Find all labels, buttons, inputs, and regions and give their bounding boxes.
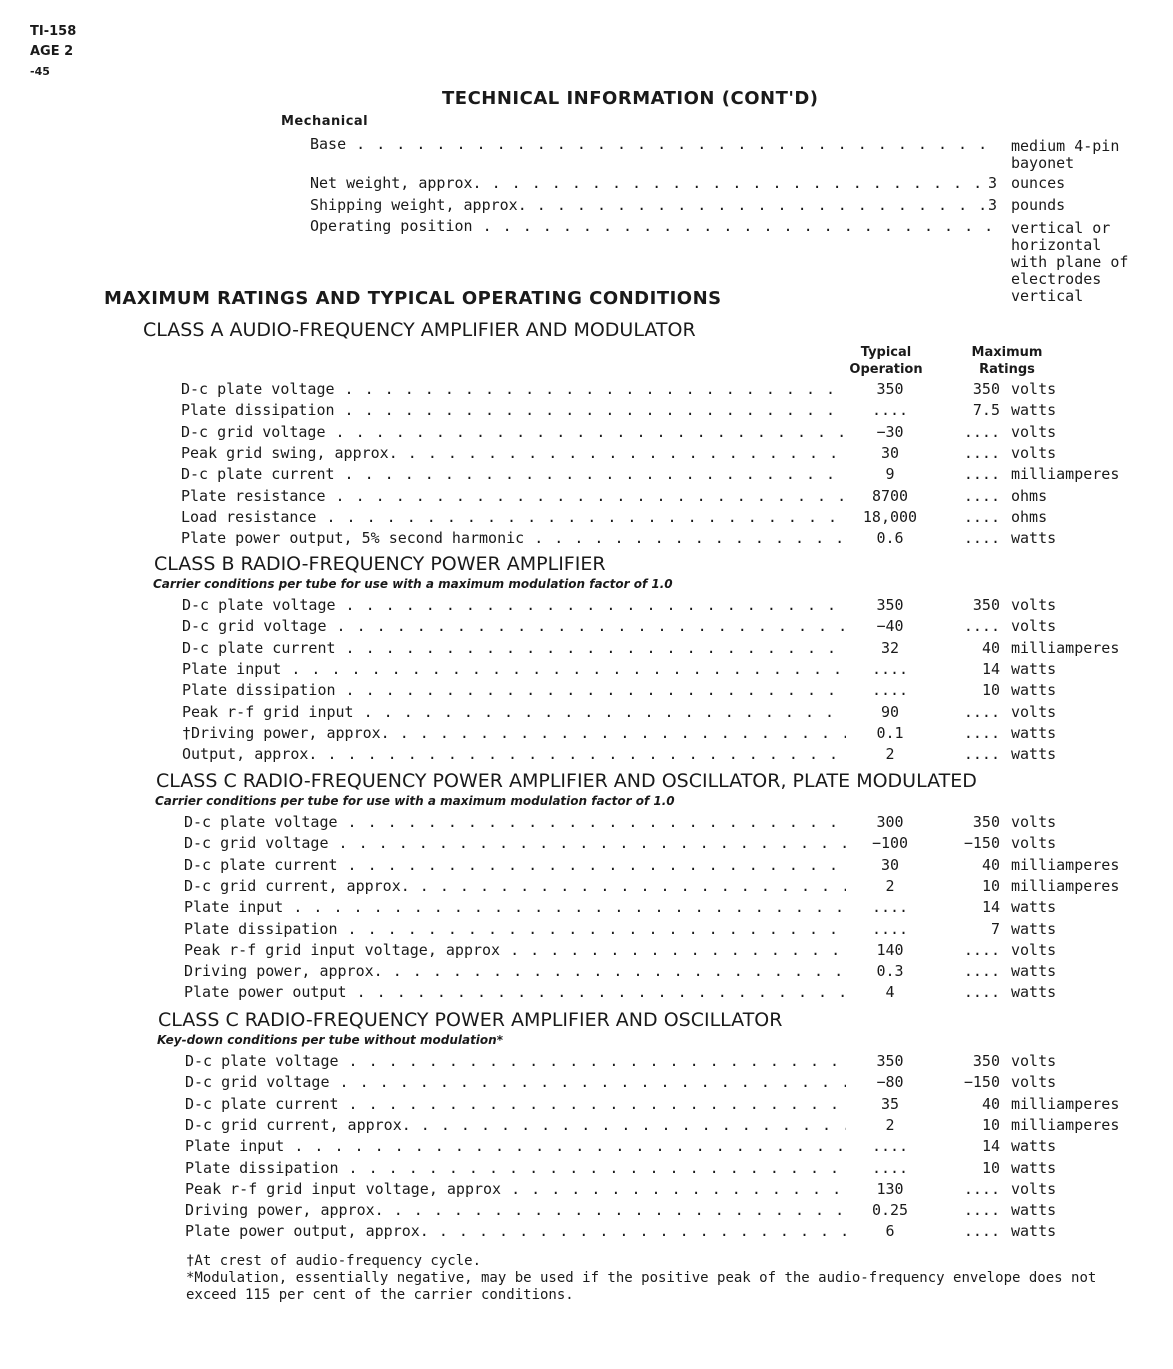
- rating-row: [185, 1136, 1145, 1157]
- maximum-value: ....: [963, 529, 1000, 548]
- unit-label: volts: [1011, 834, 1057, 853]
- unit-label: volts: [1011, 1179, 1057, 1198]
- typical-value: 30: [880, 443, 900, 462]
- rating-label: Plate dissipation . . .: [181, 400, 846, 421]
- rating-label: D-c plate current . . .: [185, 1094, 846, 1115]
- unit-label: milliamperes: [1011, 1094, 1120, 1113]
- rating-row: [182, 659, 1142, 680]
- rating-label: Peak r-f grid input voltage, approx . . .: [184, 940, 846, 961]
- rating-row: [184, 855, 1144, 876]
- rating-label: Plate power output, approx. . . .: [185, 1221, 846, 1242]
- typical-value: 18,000: [862, 507, 918, 526]
- rating-row: [181, 400, 1141, 421]
- unit-label: watts: [1011, 745, 1057, 764]
- typical-value: 130: [876, 1179, 904, 1198]
- maximum-value: 40: [981, 855, 1000, 874]
- rating-label: D-c grid voltage . . .: [182, 616, 846, 637]
- rating-label: Plate dissipation . . .: [185, 1158, 846, 1179]
- maximum-value: ....: [963, 443, 1000, 462]
- unit-label: milliamperes: [1011, 855, 1120, 874]
- rating-label: Plate power output, 5% second harmonic . . .: [181, 528, 846, 549]
- section-note: Carrier conditions per tube for use with a maximum modulation factor of 1.0: [155, 794, 675, 808]
- unit-label: watts: [1011, 962, 1057, 981]
- unit-label: ohms: [1011, 507, 1048, 526]
- date-label: -45: [30, 65, 50, 78]
- rating-label: D-c plate voltage . . .: [184, 812, 846, 833]
- rating-label: Driving power, approx. . . .: [184, 961, 846, 982]
- maximum-value: 7.5: [972, 401, 1000, 420]
- doc-code: TI-158: [30, 24, 77, 39]
- typical-value: 140: [876, 940, 904, 959]
- section-note: Carrier conditions per tube for use with a maximum modulation factor of 1.0: [153, 577, 673, 591]
- maximum-value: ....: [963, 723, 1000, 742]
- maximum-value: ....: [963, 617, 1000, 636]
- typical-value: 350: [876, 380, 904, 398]
- rating-label: D-c grid voltage . . .: [185, 1072, 846, 1093]
- rating-row: [181, 528, 1141, 549]
- typical-value: −30: [876, 422, 904, 441]
- rating-label: Plate input . . .: [182, 659, 846, 680]
- unit-label: watts: [1011, 1201, 1057, 1220]
- typical-value: 0.1: [876, 723, 904, 742]
- maximum-value: 7: [990, 919, 1000, 938]
- unit-label: milliamperes: [1011, 876, 1120, 895]
- maximum-value: 40: [981, 638, 1000, 657]
- unit-label: milliamperes: [1011, 638, 1120, 657]
- unit-label: watts: [1011, 1137, 1057, 1156]
- maximum-value: 10: [981, 876, 1000, 895]
- mech-value: vertical or horizontal with plane of electrodes vertical: [1011, 219, 1129, 305]
- maximum-value: ....: [963, 422, 1000, 441]
- maximum-value: −150: [963, 1073, 1000, 1092]
- unit-label: watts: [1011, 529, 1057, 548]
- rating-row: [185, 1115, 1145, 1136]
- maximum-value: 40: [981, 1094, 1000, 1113]
- maximum-value: ....: [963, 486, 1000, 505]
- footnote-dagger: †At crest of audio-frequency cycle.: [186, 1253, 482, 1269]
- maximum-value: 350: [972, 596, 1000, 614]
- section-title: CLASS A AUDIO-FREQUENCY AMPLIFIER AND MODULATOR: [143, 319, 696, 341]
- mech-number: 3: [988, 196, 998, 214]
- typical-value: 300: [876, 813, 904, 831]
- maximum-value: 10: [981, 1158, 1000, 1177]
- rating-row: [184, 833, 1144, 854]
- mech-label: Operating position . . .: [310, 216, 998, 237]
- mech-label: Net weight, approx. . . .: [310, 173, 986, 194]
- typical-value: 350: [876, 596, 904, 614]
- maximum-value: ....: [963, 940, 1000, 959]
- rating-row: [181, 507, 1141, 528]
- typical-value: 32: [880, 638, 900, 657]
- unit-label: volts: [1011, 702, 1057, 721]
- unit-label: volts: [1011, 940, 1057, 959]
- rating-label: Load resistance . . .: [181, 507, 846, 528]
- typical-value: 90: [880, 702, 900, 721]
- rating-row: [185, 1221, 1145, 1242]
- unit-label: watts: [1011, 681, 1057, 700]
- rating-label: Plate power output . . .: [184, 982, 846, 1003]
- rating-label: D-c plate voltage . . .: [185, 1051, 846, 1072]
- typical-value: −100: [871, 834, 909, 853]
- rating-row: [184, 812, 1144, 833]
- typical-column-heading: Typical Operation: [849, 345, 923, 377]
- typical-value: 6: [885, 1222, 895, 1241]
- mech-label: Base . . .: [310, 134, 998, 155]
- rating-label: Output, approx. . . .: [182, 744, 846, 765]
- rating-label: D-c plate current . . .: [181, 464, 846, 485]
- section-title: CLASS B RADIO-FREQUENCY POWER AMPLIFIER: [154, 553, 606, 575]
- maximum-value: 10: [981, 1115, 1000, 1134]
- typical-value: 0.3: [876, 962, 904, 981]
- unit-label: volts: [1011, 596, 1057, 614]
- rating-label: Plate input . . .: [184, 897, 846, 918]
- rating-label: D-c plate current . . .: [182, 638, 846, 659]
- rating-row: [184, 876, 1144, 897]
- maximum-value: ....: [963, 702, 1000, 721]
- rating-row: [184, 897, 1144, 918]
- maximum-value: ....: [963, 962, 1000, 981]
- typical-value: 9: [885, 465, 895, 484]
- unit-label: ohms: [1011, 486, 1048, 505]
- unit-label: milliamperes: [1011, 1115, 1120, 1134]
- mech-unit: ounces: [1011, 174, 1066, 192]
- maximum-value: ....: [963, 507, 1000, 526]
- typical-value: −40: [876, 617, 904, 636]
- typical-value: ....: [871, 401, 909, 420]
- unit-label: volts: [1011, 813, 1057, 831]
- unit-label: volts: [1011, 617, 1057, 636]
- rating-row: [181, 443, 1141, 464]
- rating-row: [182, 702, 1142, 723]
- rating-label: D-c grid voltage . . .: [181, 422, 846, 443]
- typical-value: 350: [876, 1052, 904, 1070]
- section-note: Key-down conditions per tube without modulation*: [157, 1033, 503, 1047]
- rating-label: D-c plate current . . .: [184, 855, 846, 876]
- typical-value: 35: [880, 1094, 900, 1113]
- rating-label: D-c grid current, approx. . . .: [184, 876, 846, 897]
- typical-value: ....: [871, 1158, 909, 1177]
- rating-label: Plate resistance . . .: [181, 486, 846, 507]
- rating-label: Peak r-f grid input voltage, approx . . .: [185, 1179, 846, 1200]
- typical-value: 2: [885, 1115, 895, 1134]
- section-title: CLASS C RADIO-FREQUENCY POWER AMPLIFIER AND OSCILLATOR, PLATE MODULATED: [156, 770, 977, 792]
- maximum-value: −150: [963, 834, 1000, 853]
- unit-label: milliamperes: [1011, 465, 1120, 484]
- unit-label: watts: [1011, 723, 1057, 742]
- page-label: AGE 2: [30, 44, 74, 59]
- typical-value: ....: [871, 919, 909, 938]
- rating-row: [182, 723, 1142, 744]
- rating-row: [185, 1200, 1145, 1221]
- maximum-value: ....: [963, 983, 1000, 1002]
- maximum-value: 350: [972, 1052, 1000, 1070]
- unit-label: watts: [1011, 659, 1057, 678]
- mech-label: Shipping weight, approx. . . .: [310, 195, 986, 216]
- footnote-asterisk: *Modulation, essentially negative, may be used if the positive peak of the audio-frequency envelope does not exceed 115 per cent of the carrier conditions.: [186, 1270, 1097, 1303]
- maximum-value: 14: [981, 898, 1000, 917]
- rating-row: [182, 616, 1142, 637]
- unit-label: volts: [1011, 1052, 1057, 1070]
- unit-label: watts: [1011, 919, 1057, 938]
- rating-row: [185, 1179, 1145, 1200]
- rating-label: Plate dissipation . . .: [184, 919, 846, 940]
- typical-value: 0.25: [871, 1201, 909, 1220]
- ratings-title: MAXIMUM RATINGS AND TYPICAL OPERATING CONDITIONS: [104, 288, 722, 309]
- typical-value: 8700: [871, 486, 909, 505]
- unit-label: volts: [1011, 380, 1057, 398]
- rating-label: Driving power, approx. . . .: [185, 1200, 846, 1221]
- typical-value: ....: [871, 681, 909, 700]
- rating-label: D-c grid voltage . . .: [184, 833, 846, 854]
- maximum-value: ....: [963, 745, 1000, 764]
- rating-label: †Driving power, approx. . . .: [182, 723, 846, 744]
- maximum-value: 350: [972, 813, 1000, 831]
- maximum-value: 14: [981, 1137, 1000, 1156]
- unit-label: watts: [1011, 898, 1057, 917]
- maximum-value: ....: [963, 1179, 1000, 1198]
- typical-value: 2: [885, 745, 895, 764]
- maximum-value: 350: [972, 380, 1000, 398]
- unit-label: volts: [1011, 1073, 1057, 1092]
- rating-row: [185, 1094, 1145, 1115]
- rating-label: Plate input . . .: [185, 1136, 846, 1157]
- rating-row: [185, 1072, 1145, 1093]
- maximum-value: 10: [981, 681, 1000, 700]
- rating-row: [184, 940, 1144, 961]
- typical-value: ....: [871, 659, 909, 678]
- rating-row: [181, 486, 1141, 507]
- maximum-column-heading: Maximum Ratings: [971, 345, 1043, 377]
- typical-value: ....: [871, 1137, 909, 1156]
- rating-label: D-c plate voltage . . .: [182, 595, 846, 616]
- maximum-value: ....: [963, 1222, 1000, 1241]
- unit-label: watts: [1011, 1158, 1057, 1177]
- typical-value: 0.6: [876, 529, 904, 548]
- unit-label: volts: [1011, 422, 1057, 441]
- rating-row: [182, 638, 1142, 659]
- rating-row: [182, 595, 1142, 616]
- mech-unit: pounds: [1011, 196, 1066, 214]
- rating-row: [182, 680, 1142, 701]
- typical-value: −80: [876, 1073, 904, 1092]
- typical-value: 2: [885, 876, 895, 895]
- rating-label: Peak grid swing, approx. . . .: [181, 443, 846, 464]
- rating-label: D-c grid current, approx. . . .: [185, 1115, 846, 1136]
- maximum-value: ....: [963, 465, 1000, 484]
- maximum-value: ....: [963, 1201, 1000, 1220]
- rating-row: [182, 744, 1142, 765]
- rating-row: [181, 379, 1141, 400]
- typical-value: 30: [880, 855, 900, 874]
- page-title: TECHNICAL INFORMATION (CONT'D): [442, 88, 819, 109]
- unit-label: watts: [1011, 983, 1057, 1002]
- typical-value: 4: [885, 983, 895, 1002]
- maximum-value: 14: [981, 659, 1000, 678]
- rating-row: [184, 961, 1144, 982]
- rating-label: D-c plate voltage . . .: [181, 379, 846, 400]
- rating-label: Peak r-f grid input . . .: [182, 702, 846, 723]
- rating-row: [185, 1158, 1145, 1179]
- rating-row: [184, 919, 1144, 940]
- mech-number: 3: [988, 174, 998, 192]
- typical-value: ....: [871, 898, 909, 917]
- rating-row: [185, 1051, 1145, 1072]
- unit-label: watts: [1011, 1222, 1057, 1241]
- mechanical-heading: Mechanical: [281, 114, 369, 129]
- rating-row: [184, 982, 1144, 1003]
- rating-label: Plate dissipation . . .: [182, 680, 846, 701]
- rating-row: [181, 464, 1141, 485]
- unit-label: watts: [1011, 401, 1057, 420]
- rating-row: [181, 422, 1141, 443]
- mech-value: medium 4-pin bayonet: [1011, 137, 1120, 172]
- section-title: CLASS C RADIO-FREQUENCY POWER AMPLIFIER AND OSCILLATOR: [158, 1009, 783, 1031]
- unit-label: volts: [1011, 443, 1057, 462]
